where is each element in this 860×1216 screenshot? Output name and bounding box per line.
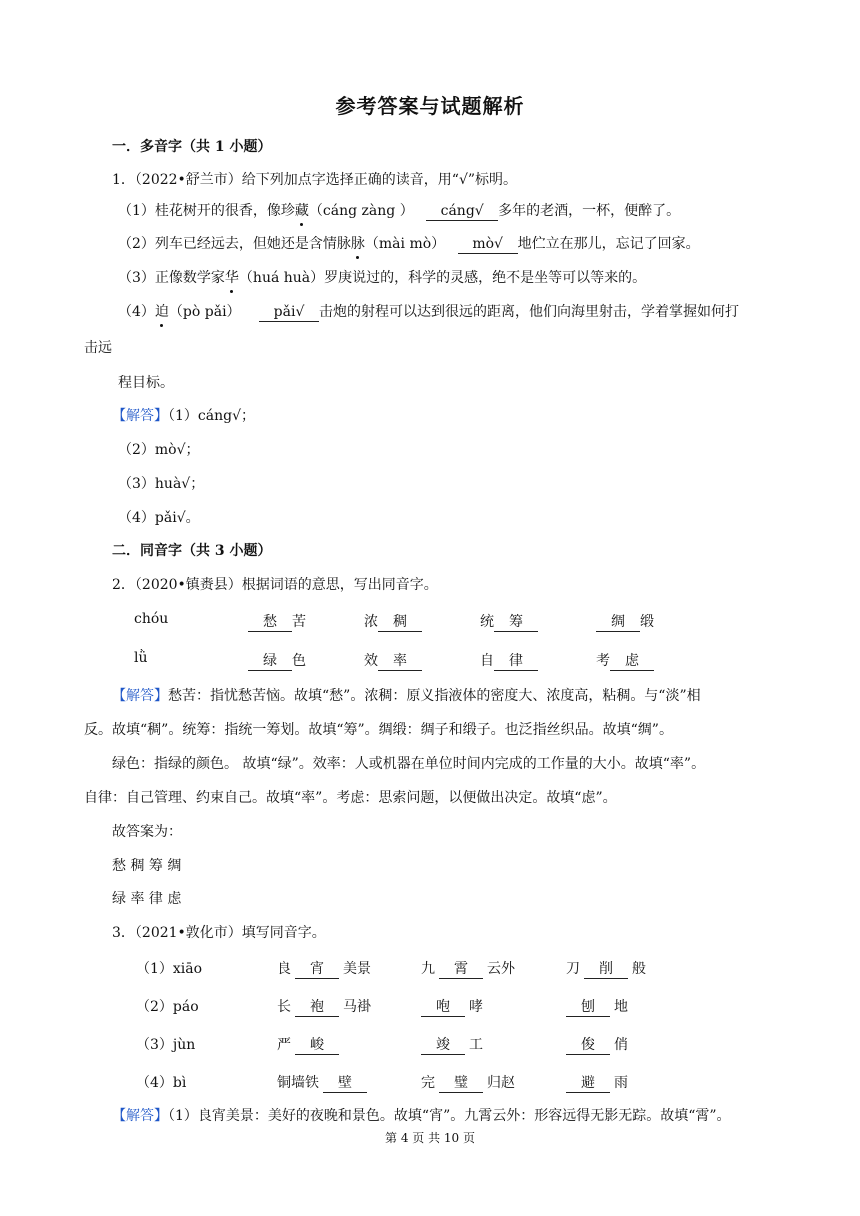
pinyin-label: （1）xiāo (136, 961, 203, 977)
question-1-stem: 1．（2022•舒兰市）给下列加点字选择正确的读音，用“√”标明。 (112, 172, 518, 188)
page-title: 参考答案与试题解析 (335, 94, 525, 118)
answer-tag: 【解答】 (112, 688, 168, 704)
section-heading-homophone: 二．同音字（共 3 小题） (112, 543, 272, 559)
question-1-item-2: （2）列车已经远去，但她还是含情脉脉（mài mò） mò√ 地伫立在那儿，忘记了回家。 (118, 236, 700, 252)
dotted-char: 迫 (154, 304, 169, 320)
answer-2-line-1: 【解答】愁苦：指忧愁苦恼。故填“愁”。浓稠：原义指液体的密度大、浓度高，粘稠。与“淡”相 (112, 688, 701, 704)
section-heading-polyphonic: 一．多音字（共 1 小题） (112, 139, 272, 155)
dotted-char: 藏 (294, 203, 309, 219)
answer-blank: mò√ (458, 235, 518, 254)
word-item: 长 袍 马褂 (277, 999, 371, 1015)
answer-1-line-3: （3）huà√； (118, 476, 205, 492)
word-item: 统 筹 (480, 611, 538, 632)
answer-2-line-2: 反。故填“稠”。统筹：指统一筹划。故填“筹”。绸缎：绸子和缎子。也泛指丝织品。故填“绸”。 (84, 722, 673, 738)
answer-1-line-4: （4）pǎi√。 (118, 510, 200, 526)
answer-1-line-2: （2）mò√； (118, 442, 200, 458)
answer-2-line-4: 自律：自己管理、约束自己。故填“率”。考虑：思索问题，以便做出决定。故填“虑”。 (84, 790, 617, 806)
word-item: 刀 削 般 (566, 961, 646, 977)
word-item: 竣 工 (421, 1034, 483, 1055)
question-1-item-4-cont2: 程目标。 (118, 375, 174, 391)
answer-blank: cáng√ (426, 202, 498, 221)
dotted-char: 脉 (350, 236, 365, 252)
word-item: 俊 俏 (566, 1034, 628, 1055)
answer-2-final-2: 绿 率 律 虑 (112, 891, 182, 907)
question-3-stem: 3．（2021•敦化市）填写同音字。 (112, 925, 326, 941)
dotted-char: 华 (224, 270, 239, 286)
pinyin-label: （4）bì (136, 1075, 187, 1091)
answer-tag: 【解答】 (112, 408, 168, 424)
word-item: 严 峻 (277, 1034, 343, 1055)
pinyin-label: （2）páo (136, 999, 199, 1015)
page-footer: 第 4 页 共 10 页 (385, 1131, 475, 1145)
answer-2-final-label: 故答案为： (112, 824, 182, 840)
word-item: 铜墙铁 壁 (277, 1072, 371, 1093)
word-item: 绸 缎 (596, 611, 654, 632)
answer-2-line-3: 绿色：指绿的颜色。 故填“绿”。效率：人或机器在单位时间内完成的工作量的大小。故填“率”。 (112, 756, 706, 772)
question-1-item-3: （3）正像数学家华（huá huà）罗庚说过的，科学的灵感，绝不是坐等可以等来的。 (118, 270, 647, 286)
question-1-item-4: （4）迫（pò pǎi） pǎi√ 击炮的射程可以达到很远的距离，他们向海里射击，学着掌握如何打 (118, 304, 740, 320)
word-item: 咆 哮 (421, 996, 483, 1017)
pinyin-label: （3）jùn (136, 1037, 196, 1053)
answer-2-final-1: 愁 稠 筹 绸 (112, 858, 182, 874)
answer-tag: 【解答】 (112, 1108, 168, 1124)
word-item: 良 宵 美景 (277, 961, 371, 977)
word-item: 九 霄 云外 (421, 961, 515, 977)
answer-3-line-1: 【解答】（1）良宵美景：美好的夜晚和景色。故填“宵”。九霄云外：形容远得无影无踪。故填“霄”。 (112, 1108, 731, 1124)
word-item: 避 雨 (566, 1072, 628, 1093)
question-1-item-1: （1）桂花树开的很香，像珍藏（cáng zàng ） cáng√ 多年的老酒，一杯，便醉了。 (118, 203, 681, 219)
word-item: 自 律 (480, 650, 538, 671)
question-1-item-4-cont: 击远 (84, 340, 112, 356)
pinyin-label: chóu (134, 611, 169, 627)
word-item: 完 璧 归赵 (421, 1075, 515, 1091)
word-item: 愁 苦 (248, 611, 306, 632)
word-item: 绿 色 (248, 650, 306, 671)
word-item: 浓 稠 (364, 611, 422, 632)
word-item: 考 虑 (596, 650, 654, 671)
answer-blank: pǎi√ (259, 303, 319, 322)
pinyin-label: lǜ (134, 650, 148, 666)
answer-1-line-1: 【解答】（1）cáng√； (112, 408, 255, 424)
word-item: 效 率 (364, 650, 422, 671)
word-item: 刨 地 (566, 996, 628, 1017)
question-2-stem: 2．（2020•镇赉县）根据词语的意思，写出同音字。 (112, 577, 438, 593)
